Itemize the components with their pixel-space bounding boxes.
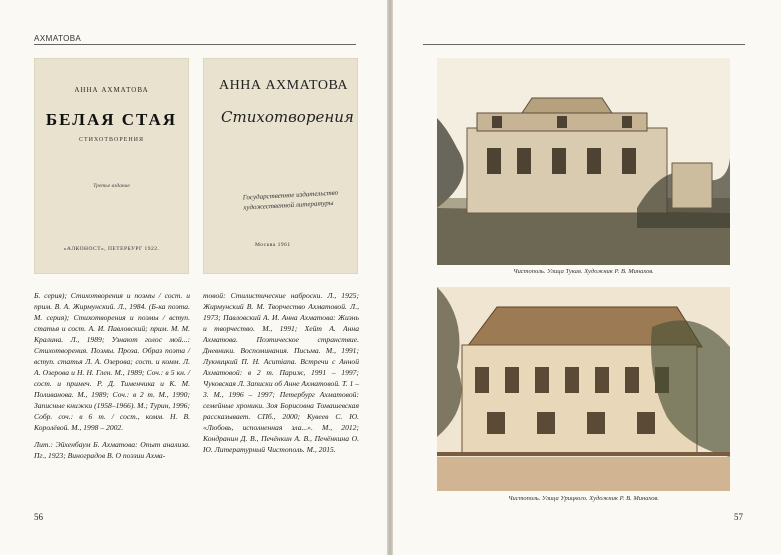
text-column-1 xyxy=(34,290,190,467)
header-rule xyxy=(423,44,745,45)
illustration-uritskogo-street xyxy=(437,287,730,491)
cover-subtitle: СТИХОТВОРЕНИЯ xyxy=(78,137,145,143)
book-cover-belaya-staya xyxy=(34,58,189,274)
cover-publisher: Государственное издательство художественной литературы xyxy=(242,188,339,212)
cover-author: АННА АХМАТОВА xyxy=(74,86,149,94)
illustration-tukaya-street xyxy=(437,58,730,265)
paragraph: товой: Стилистические наброски. Л., 1925; Жирмунский В. М. Творчество Ахматовой. Л., 1973; Павловский А. И. Анна Ахматова: Жизнь и творчество. М., 1991; Хейт А. Анна Ахматова. Поэтическое странствие. Дневники. Воспоминания. Письма. М., 1991; Лукницкий П. Н. Acumiana. Встречи с Анной Ахматовой: в 2 т. Париж, 1991 – 1997; Чуковская Л. Записки об Анне Ахматовой. Т. 1 – 3. М., 1996 – 1997; Петербург Ахматовой: семейные хроники. Зоя Борисовна Томашевская рассказывает. СПб., 2000; Кувеев С. Ю. «Любовь, исполненная зла...». М., 2012; Кондранин Д. В., Печёнкин А. В., Печёнкина О. Ю. Литературный Чистополь. М., 2015. xyxy=(203,291,359,454)
left-page xyxy=(0,0,387,555)
illustration-caption: Чистополь. Улица Урицкого. Художник Р. В. Минахов. xyxy=(508,495,659,502)
running-head: АХМАТОВА xyxy=(34,34,82,43)
illustration-caption: Чистополь. Улица Тукая. Художник Р. В. Минахов. xyxy=(513,268,654,275)
page-number: 56 xyxy=(34,512,43,522)
page-number: 57 xyxy=(734,512,743,522)
header-rule xyxy=(34,44,356,45)
paragraph: Б. серия); Стихотворения и поэмы / сост. и прим. В. А. Жирмунский. Л., 1984. (Б-ка поэта. М. серия); Стихотворения и поэмы / вступ. статья и сост. А. И. Павловский; прим. М. М. Кралина. Л., 1989; Узнают голос мой...: Стихотворения. Поэмы. Проза. Образ поэта / вступ. статья Л. А. Озерова; сост. и комм. Л. А. Озерова и Н. Н. Глен. М., 1989; Соч.: в 5 кн. / сост. и примеч. Р. Д. Тименчика и К. М. Поливанова. М., 1989; Соч.: в 2 т. М., 1990; Записные книжки (1958–1966). М.; Турин, 1996; Собр. соч.: в 6 т. / сост., комм. Н. В. Королёвой. М., 1998 – 2002. xyxy=(34,291,190,432)
cover-city-year: Москва 1961 xyxy=(255,242,291,248)
text-column-2 xyxy=(203,290,359,461)
cover-title: Стихотворения xyxy=(221,108,354,126)
cover-author: АННА АХМАТОВА xyxy=(219,78,349,93)
book-cover-stikhotvoreniya xyxy=(203,58,358,274)
cover-title: БЕЛАЯ СТАЯ xyxy=(45,110,178,129)
cover-edition: Третье издание xyxy=(93,183,130,189)
cover-publisher: «АЛКОНОСТ», ПЕТЕРБУРГ 1922. xyxy=(63,246,160,252)
paragraph: Лит.: Эйхенбаум Б. Ахматова: Опыт анализа. Пг., 1923; Виноградов В. О поэзии Ахма- xyxy=(34,440,190,460)
